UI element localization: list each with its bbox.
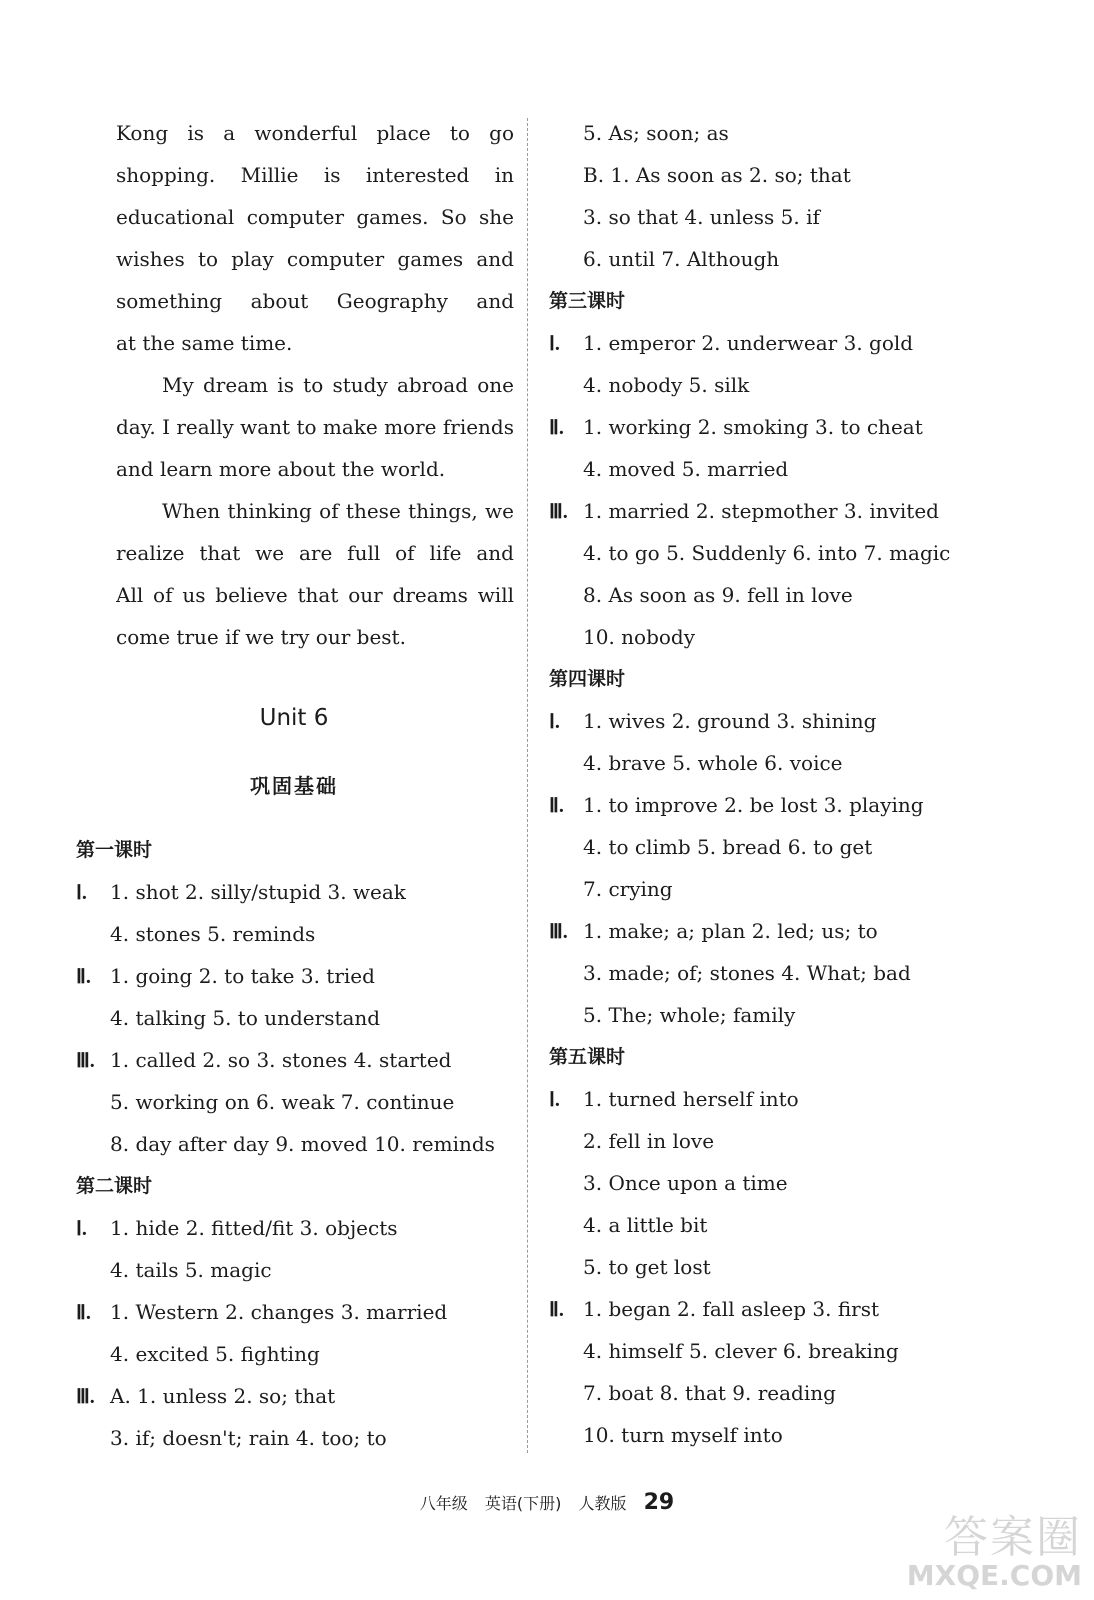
answer-line: 10. nobody (583, 625, 696, 649)
answer-line: Ⅰ. 1. turned herself into (549, 1078, 1009, 1120)
essay-line: wishes to play computer games and (116, 247, 514, 271)
answer-line: Ⅱ. 1. going 2. to take 3. tried (76, 955, 526, 997)
answer-line: 5. As; soon; as (583, 121, 729, 145)
roman-numeral: Ⅱ. (76, 966, 91, 988)
essay-line: and learn more about the world. (116, 457, 446, 481)
answer-line: B. 1. As soon as 2. so; that (583, 163, 851, 187)
answer-line: 3. if; doesn't; rain 4. too; to (110, 1426, 387, 1450)
answer-line: 4. to go 5. Suddenly 6. into 7. magic (583, 541, 951, 565)
roman-numeral: Ⅲ. (549, 921, 568, 943)
answer-line: Ⅱ. 1. began 2. fall asleep 3. first (549, 1288, 1009, 1330)
essay-line: realize that we are full of life and (116, 541, 514, 565)
answer-line: 4. brave 5. whole 6. voice (583, 751, 843, 775)
column-divider (527, 118, 528, 1453)
essay-line: something about Geography and (116, 289, 514, 313)
answer-line: Ⅲ. 1. married 2. stepmother 3. invited (549, 490, 1009, 532)
footer-grade: 八年级 (419, 1494, 468, 1513)
essay-block (116, 112, 514, 658)
roman-numeral: Ⅰ. (549, 711, 560, 733)
answer-line: Ⅲ. A. 1. unless 2. so; that (76, 1375, 526, 1417)
answer-line: 5. The; whole; family (583, 1003, 796, 1027)
answer-line: Ⅱ. 1. to improve 2. be lost 3. playing (549, 784, 1009, 826)
answer-line: 6. until 7. Although (583, 247, 780, 271)
roman-numeral: Ⅰ. (76, 882, 87, 904)
answer-line: Ⅱ. 1. Western 2. changes 3. married (76, 1291, 526, 1333)
essay-line: educational computer games. So she (116, 205, 514, 229)
footer-edition: 人教版 (578, 1494, 627, 1513)
answer-line: 3. made; of; stones 4. What; bad (583, 961, 911, 985)
roman-numeral: Ⅲ. (549, 501, 568, 523)
lesson-1-title: 第一课时 (76, 839, 153, 861)
lesson-3-title: 第三课时 (549, 290, 626, 312)
answer-line: Ⅱ. 1. working 2. smoking 3. to cheat (549, 406, 1009, 448)
answer-line: 4. a little bit (583, 1213, 708, 1237)
roman-numeral: Ⅲ. (76, 1386, 95, 1408)
answer-line: 4. himself 5. clever 6. breaking (583, 1339, 899, 1363)
watermark-logo (907, 1501, 1082, 1592)
answer-line: Ⅲ. 1. make; a; plan 2. led; us; to (549, 910, 1009, 952)
essay-line: Kong is a wonderful place to go (116, 121, 514, 145)
essay-line: come true if we try our best. (116, 625, 406, 649)
answer-line: 4. to climb 5. bread 6. to get (583, 835, 873, 859)
left-answers (76, 829, 526, 1459)
answer-line: 4. moved 5. married (583, 457, 789, 481)
answer-line: 8. day after day 9. moved 10. reminds (110, 1132, 495, 1156)
answer-line: 4. stones 5. reminds (110, 922, 316, 946)
essay-line: My dream is to study abroad one (162, 373, 514, 397)
answer-line: Ⅰ. 1. wives 2. ground 3. shining (549, 700, 1009, 742)
answer-line: Ⅲ. 1. called 2. so 3. stones 4. started (76, 1039, 526, 1081)
lesson-4-title: 第四课时 (549, 668, 626, 690)
roman-numeral: Ⅱ. (549, 1299, 564, 1321)
right-answers (549, 112, 1009, 1456)
answer-line: Ⅰ. 1. hide 2. fitted/fit 3. objects (76, 1207, 526, 1249)
roman-numeral: Ⅱ. (549, 795, 564, 817)
answer-line: 4. tails 5. magic (110, 1258, 272, 1282)
page-number: 29 (643, 1490, 675, 1515)
answer-line: 7. crying (583, 877, 673, 901)
unit-title: Unit 6 (259, 705, 329, 731)
roman-numeral: Ⅲ. (76, 1050, 95, 1072)
answer-line: 2. fell in love (583, 1129, 715, 1153)
roman-numeral: Ⅰ. (76, 1218, 87, 1240)
roman-numeral: Ⅱ. (549, 417, 564, 439)
essay-line: When thinking of these things, we (162, 499, 514, 523)
answer-line: 4. talking 5. to understand (110, 1006, 381, 1030)
essay-line: All of us believe that our dreams will (116, 583, 514, 607)
answer-line: 3. Once upon a time (583, 1171, 788, 1195)
answer-line: Ⅰ. 1. emperor 2. underwear 3. gold (549, 322, 1009, 364)
roman-numeral: Ⅱ. (76, 1302, 91, 1324)
lesson-5-title: 第五课时 (549, 1046, 626, 1068)
answer-line: 5. working on 6. weak 7. continue (110, 1090, 455, 1114)
answer-line: 7. boat 8. that 9. reading (583, 1381, 836, 1405)
watermark-url: MXQE.COM (906, 1559, 1082, 1592)
answer-line: 3. so that 4. unless 5. if (583, 205, 820, 229)
answer-line: Ⅰ. 1. shot 2. silly/stupid 3. weak (76, 871, 526, 913)
answer-line: 8. As soon as 9. fell in love (583, 583, 853, 607)
section-subtitle: 巩固基础 (250, 774, 338, 798)
answer-line: 4. excited 5. fighting (110, 1342, 320, 1366)
lesson-2-title: 第二课时 (76, 1175, 153, 1197)
essay-line: day. I really want to make more friends (116, 415, 514, 439)
roman-numeral: Ⅰ. (549, 1089, 560, 1111)
answer-line: 10. turn myself into (583, 1423, 783, 1447)
footer-subject: 英语(下册) (484, 1494, 562, 1513)
watermark-text: 答案圈 (944, 1512, 1082, 1563)
essay-line: shopping. Millie is interested in (116, 163, 514, 187)
essay-line: at the same time. (116, 331, 293, 355)
answer-line: 4. nobody 5. silk (583, 373, 750, 397)
roman-numeral: Ⅰ. (549, 333, 560, 355)
answer-line: 5. to get lost (583, 1255, 711, 1279)
